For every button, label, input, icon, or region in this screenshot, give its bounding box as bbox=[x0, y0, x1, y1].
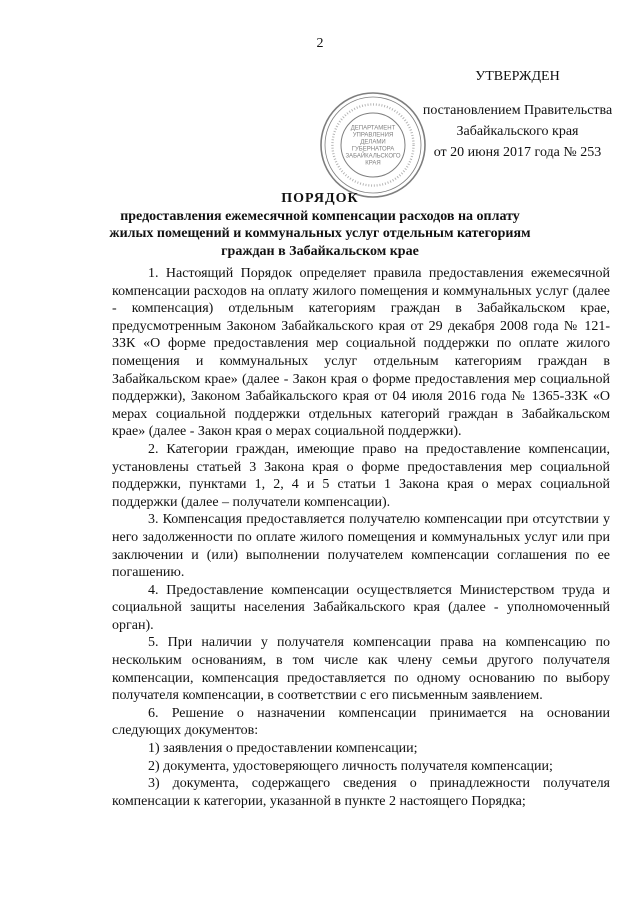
seal-text-line: КРАЯ bbox=[365, 160, 381, 167]
approval-title: УТВЕРЖДЕН bbox=[475, 69, 560, 84]
approval-line-1: постановлением Правительства bbox=[422, 103, 613, 118]
approval-line-3: от 20 июня 2017 года № 253 bbox=[433, 145, 602, 160]
title-line-2: жилых помещений и коммунальных услуг отдельным категориям bbox=[109, 226, 531, 241]
document-body bbox=[112, 265, 610, 810]
paragraph-1: 1. Настоящий Порядок определяет правила предоставления ежемесячной компенсации расходов на оплату жилого помещения и коммунальных услуг (далее - компенсация) отдельным категориям граждан в Забайкальском крае, предусмотренным Законом Забайкальского края от 29 декабря 2008 года № 121-ЗЗК «О форме предоставления мер социальной поддержки по оплате жилого помещения и коммунальных услуг отдельным категориям граждан в Забайкальском крае» (далее - Закон края о форме предоставления мер социальной поддержки), Законом Забайкальского края от 04 июля 2016 года № 1365-ЗЗК «О мерах социальной поддержки отдельных категорий граждан в Забайкальском крае» (далее - Закон края о мерах социальной поддержки). bbox=[112, 266, 610, 440]
seal-text-line: ДЕЛАМИ bbox=[360, 139, 386, 146]
document-title bbox=[95, 190, 545, 260]
seal-text-line: ГУБЕРНАТОРА bbox=[351, 146, 395, 153]
seal-text-line: УПРАВЛЕНИЯ bbox=[352, 132, 394, 139]
paragraph-6-item-2: 2) документа, удостоверяющего личность получателя компенсации; bbox=[148, 758, 553, 774]
title-line-1: предоставления ежемесячной компенсации расходов на оплату bbox=[120, 208, 520, 224]
approval-block bbox=[405, 66, 630, 163]
paragraph-3: 3. Компенсация предоставляется получателю компенсации при отсутствии у него задолженности по оплате жилого помещения и коммунальных услуг или при заключении и (или) выполнении получателем компенсации соглашения по ее погашению. bbox=[112, 512, 610, 581]
title-line-3: граждан в Забайкальском крае bbox=[221, 243, 419, 259]
seal-text-line: ЗАБАЙКАЛЬСКОГО bbox=[345, 153, 401, 160]
paragraph-4: 4. Предоставление компенсации осуществляется Министерством труда и социальной защиты населения Забайкальского края (далее - уполномоченный орган). bbox=[112, 582, 610, 633]
paragraph-6: 6. Решение о назначении компенсации принимается на основании следующих документов: bbox=[112, 705, 610, 739]
paragraph-2: 2. Категории граждан, имеющие право на предоставление компенсации, установлены статьей 3 Закона края о форме предоставления мер социальной поддержки, пунктами 1, 2, 4 и 5 статьи 1 Закона края о мерах социальной поддержки (далее – получатели компенсации). bbox=[112, 441, 610, 510]
title-main: ПОРЯДОК bbox=[281, 191, 359, 206]
approval-line-2: Забайкальского края bbox=[456, 124, 579, 139]
paragraph-5: 5. При наличии у получателя компенсации права на компенсацию по нескольким основаниям, в том числе как члену семьи другого получателя компенсации, компенсация предоставляется по одному основанию по выбору получателя компенсации, в соответствии с его письменным заявлением. bbox=[112, 635, 610, 704]
paragraph-6-item-3: 3) документа, содержащего сведения о принадлежности получателя компенсации к категории, указанной в пункте 2 настоящего Порядка; bbox=[112, 776, 610, 809]
paragraph-6-item-1: 1) заявления о предоставлении компенсации; bbox=[148, 741, 418, 757]
page-number: 2 bbox=[316, 36, 324, 51]
seal-text-line: ДЕПАРТАМЕНТ bbox=[350, 125, 396, 132]
